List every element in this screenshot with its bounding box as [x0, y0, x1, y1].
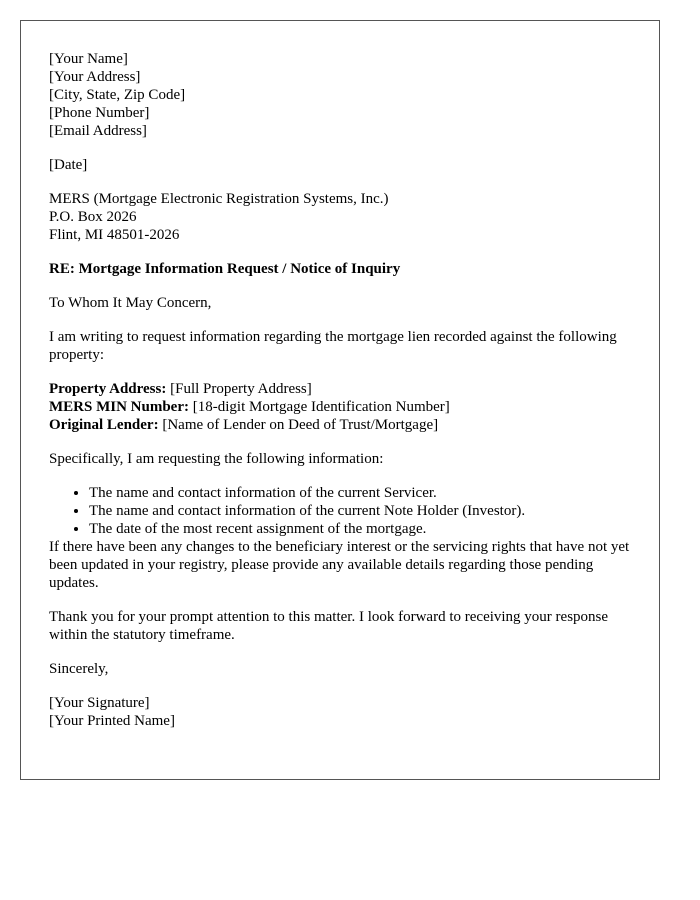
printed-name: [Your Printed Name] — [49, 713, 175, 729]
original-lender-line — [49, 416, 631, 434]
mers-min-line — [49, 398, 631, 416]
sender-email: [Email Address] — [49, 123, 147, 139]
recipient-po-box: P.O. Box 2026 — [49, 209, 137, 225]
thanks-paragraph: Thank you for your prompt attention to this matter. I look forward to receiving your response within the statutory timeframe. — [49, 609, 609, 643]
salutation-block — [49, 294, 631, 312]
property-address-line — [49, 380, 631, 398]
list-item: • The date of the most recent assignment of the mortgage. — [89, 520, 631, 538]
list-item: • The name and contact information of the current Note Holder (Investor). — [89, 502, 631, 520]
list-item: • The name and contact information of the current Servicer. — [89, 484, 631, 502]
recipient-city: Flint, MI 48501-2026 — [49, 227, 180, 243]
recipient-org: MERS (Mortgage Electronic Registration Systems, Inc.) — [49, 191, 389, 207]
changes-block — [49, 538, 631, 592]
request-intro: Specifically, I am requesting the following information: — [49, 451, 384, 467]
request-intro-block — [49, 450, 631, 468]
property-details — [49, 380, 631, 434]
thanks-block — [49, 608, 631, 644]
property-address-value: [Full Property Address] — [166, 381, 312, 397]
sender-block — [49, 50, 631, 140]
sender-name: [Your Name] — [49, 51, 128, 67]
sender-city-state-zip: [City, State, Zip Code] — [49, 87, 186, 103]
date-block — [49, 156, 631, 174]
letter-date: [Date] — [49, 157, 88, 173]
recipient-block — [49, 190, 631, 244]
mers-min-label: MERS MIN Number: — [49, 399, 189, 415]
signature-block — [49, 694, 631, 730]
mers-min-value: [18-digit Mortgage Identification Number] — [189, 399, 450, 415]
salutation: To Whom It May Concern, — [49, 295, 212, 311]
sender-phone: [Phone Number] — [49, 105, 150, 121]
signature-placeholder: [Your Signature] — [49, 695, 150, 711]
property-address-label: Property Address: — [49, 381, 167, 397]
original-lender-label: Original Lender: — [49, 417, 159, 433]
closing: Sincerely, — [49, 661, 109, 677]
letter-page — [20, 20, 660, 780]
subject-block — [49, 260, 631, 278]
subject-line: RE: Mortgage Information Request / Notice of Inquiry — [49, 261, 401, 277]
changes-paragraph: If there have been any changes to the beneficiary interest or the servicing rights that have not yet been updated in your registry, please provide any available details regarding those pending updates. — [49, 539, 630, 591]
sender-address: [Your Address] — [49, 69, 141, 85]
closing-block — [49, 660, 631, 678]
intro-paragraph: I am writing to request information regarding the mortgage lien recorded against the following property: — [49, 329, 617, 363]
original-lender-value: [Name of Lender on Deed of Trust/Mortgage] — [158, 417, 439, 433]
request-list — [49, 484, 631, 538]
intro-block — [49, 328, 631, 364]
